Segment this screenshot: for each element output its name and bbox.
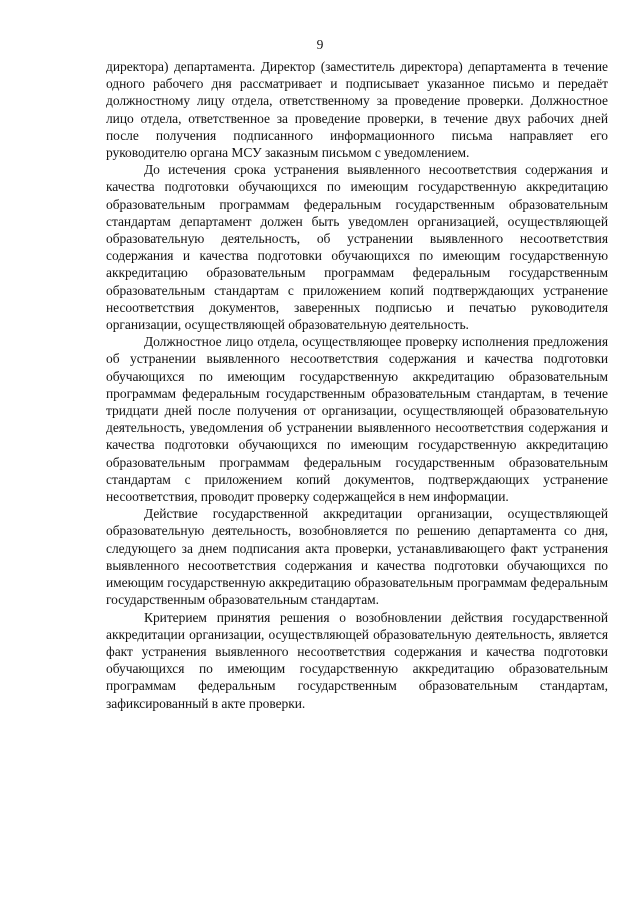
paragraph: Должностное лицо отдела, осуществляющее проверку исполнения предложения об устранении выявленного несоответствия содержания и качества подготовки обучающихся по имеющим государственную аккредитацию образовательным программам федеральным государственным образовательным стандартам, в течение тридцати дней после получения от организации, осуществляющей образовательную деятельность, уведомления об устранении выявленного несоответствия содержания и качества подготовки обучающихся по имеющим государственную аккредитацию образовательным программам федеральным государственным образовательным стандартам с приложением копий документов, подтверждающих устранение несоответствия, проводит проверку содержащейся в нем информации. <box>106 334 608 505</box>
document-body <box>106 58 608 712</box>
paragraph: Действие государственной аккредитации организации, осуществляющей образовательную деятельность, возобновляется по решению департамента со дня, следующего за днем подписания акта проверки, устанавливающего факт устранения выявленного несоответствия содержания и качества подготовки обучающихся по имеющим государственную аккредитацию образовательным программам федеральным государственным образовательным стандартам. <box>106 506 608 608</box>
paragraph: Критерием принятия решения о возобновлении действия государственной аккредитации организации, осуществляющей образовательную деятельность, является факт устранения выявленного несоответствия содержания и качества подготовки обучающихся по имеющим государственную аккредитацию образовательным программам федеральным государственным образовательным стандартам, зафиксированный в акте проверки. <box>106 609 608 711</box>
paragraph-continuation: директора) департамента. Директор (заместитель директора) департамента в течение одного рабочего дня рассматривает и подписывает указанное письмо и передаёт должностному лицу отдела, ответственному за проведение проверки. Должностное лицо отдела, ответственное за проведение проверки, в течение двух рабочих дней после получения подписанного информационного письма направляет его руководителю органа МСУ заказным письмом с уведомлением. <box>106 59 608 161</box>
paragraph: До истечения срока устранения выявленного несоответствия содержания и качества подготовки обучающихся по имеющим государственную аккредитацию образовательным программам федеральным государственным образовательным стандартам департамент должен быть уведомлен организацией, осуществляющей образовательную деятельность, об устранении выявленного несоответствия содержания и качества подготовки обучающихся по имеющим государственную аккредитацию образовательным программам федеральным государственным образовательным стандартам с приложением копий подтверждающих устранение несоответствия документов, заверенных подписью и печатью руководителя организации, осуществляющей образовательную деятельность. <box>106 162 608 333</box>
page-number: 9 <box>316 37 324 52</box>
